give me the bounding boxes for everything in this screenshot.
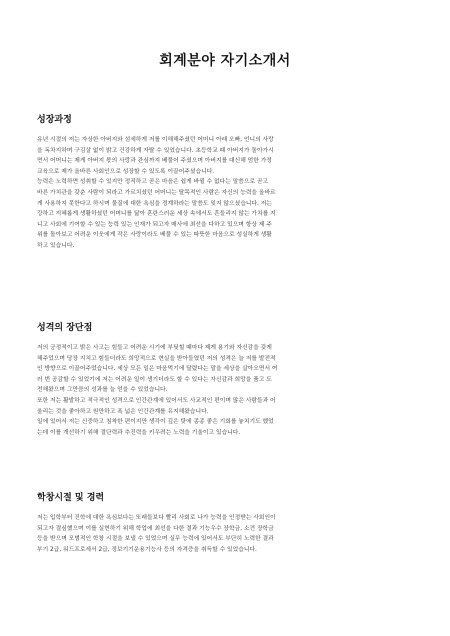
- body-line: 되고자 결심했으며 이를 실현하기 위해 학업에 최선을 다한 결과 기능우수 장학금, 소견 장학금: [37, 525, 274, 532]
- section-personality: [37, 320, 417, 438]
- body-line: 또한 저는 활발하고 적극적인 성격으로 인간관계에 있어서도 사교적인 편이며 많은 사람들과 어: [37, 397, 276, 404]
- body-line: 하고 있습니다.: [37, 242, 75, 249]
- document-title: 회계분야 자기소개서: [159, 53, 291, 69]
- body-line: 러 번 공감할 수 있었기에 저는 어려운 일이 생기더라도 할 수 있다는 자신감과 희망을 품고 도: [37, 376, 272, 383]
- body-line: 저의 긍정적이고 밝은 사고는 힘들고 어려운 시기에 부딪힐 때마다 제게 용기와 자신감을 갖게: [37, 345, 272, 351]
- body-line: 교육으로 제가 올바른 사회인으로 성장할 수 있도록 이끌어주셨습니다.: [37, 168, 215, 175]
- body-line: 울리는 것을 좋아하고 원만하고 폭 넓은 인간관계를 유지해왔습니다.: [37, 408, 209, 415]
- body-line: 바른 가치관을 갖춘 사람이 되라고 가르치셨던 어머니는 탈목적인 사람은 자신의 능력을 올바르: [37, 189, 276, 196]
- section-body: [37, 513, 417, 555]
- body-line: 면서 어머니는 제게 아버지 몫의 사랑과 관심까지 베풀어 주셨으며 아버지를 대신해 엄한 가정: [37, 158, 272, 165]
- body-line: 위를 돌아보고 어려운 이웃에게 작은 사랑이라도 베풀 수 있는 따뜻한 마음으로 성실하게 생활: [37, 232, 272, 239]
- section-growth: [37, 112, 417, 252]
- body-line: 일에 있어서 저는 신중하고 침착한 편이지만 생각이 깊은 탓에 종종 좋은 기회를 놓치기도 했었: [37, 419, 274, 426]
- body-line: 게 사용하지 못한다고 하시며 물질에 대한 욕심을 경계하라는 말씀도 잊지 않으셨습니다. 저는: [37, 200, 272, 207]
- body-line: 등을 받으며 모범적인 학창 시절을 보낼 수 있었으며 실무 능력에 있어서도 부단히 노력한 결과: [37, 536, 274, 543]
- section-body: [37, 343, 417, 438]
- body-line: 니고 사회에 기여할 수 있는 능력 있는 인재가 되고자 매사에 최선을 다하고 있으며 항상 제 주: [37, 221, 272, 228]
- body-line: 전해왔으며 그만큼의 성과를 늘 얻을 수 있었습니다.: [37, 387, 168, 394]
- body-line: 강하고 지혜롭게 생활하셨던 어머니를 닮아 혼란스러운 세상 속에서도 흔들리지 않는 가치를 지: [37, 211, 276, 218]
- body-line: 부기 2급, 워드프로세서 2급, 정보기기운용기능사 등의 자격증을 취득할 수 있었습니다.: [37, 546, 257, 553]
- body-line: 는데 이를 개선하기 위해 결단력과 추진력을 키우려는 노력을 기울이고 있습니다.: [37, 429, 241, 436]
- body-line: 인 방향으로 이끌어주었습니다. 세상 모든 일은 마음먹기에 달렸다는 말을 세상을 살아오면서 여: [37, 366, 278, 373]
- body-line: 을 독차지하며 구김살 없이 밝고 건강하게 자랄 수 있었습니다. 초등학교 때 아버지가 돌아가시: [37, 147, 274, 154]
- body-line: 저는 입학부터 진학에 대한 욕심보다는 또래들보다 빨리 사회로 나가 능력을 인정받는 사회인이: [37, 515, 276, 521]
- section-body: [37, 135, 417, 252]
- section-heading: 성장과정: [37, 115, 72, 125]
- section-school-career: [37, 490, 417, 555]
- body-line: 유년 시절의 저는 자상한 아버지와 섬세하게 저를 이해해주셨던 어머니 아래 오빠, 언니의 사랑: [37, 137, 274, 143]
- section-heading: 성격의 장단점: [37, 323, 93, 333]
- body-line: 해주었으며 당장 지치고 힘들더라도 희망적으로 현실을 받아들였던 저의 성격은 늘 저를 발전적: [37, 355, 276, 362]
- section-heading: 학창시절 및 경력: [37, 493, 105, 503]
- body-line: 능력은 노력하면 성취할 수 있지만 정직하고 곧은 마음은 쉽게 바뀔 수 없다는 말씀으로 곧고: [37, 179, 269, 186]
